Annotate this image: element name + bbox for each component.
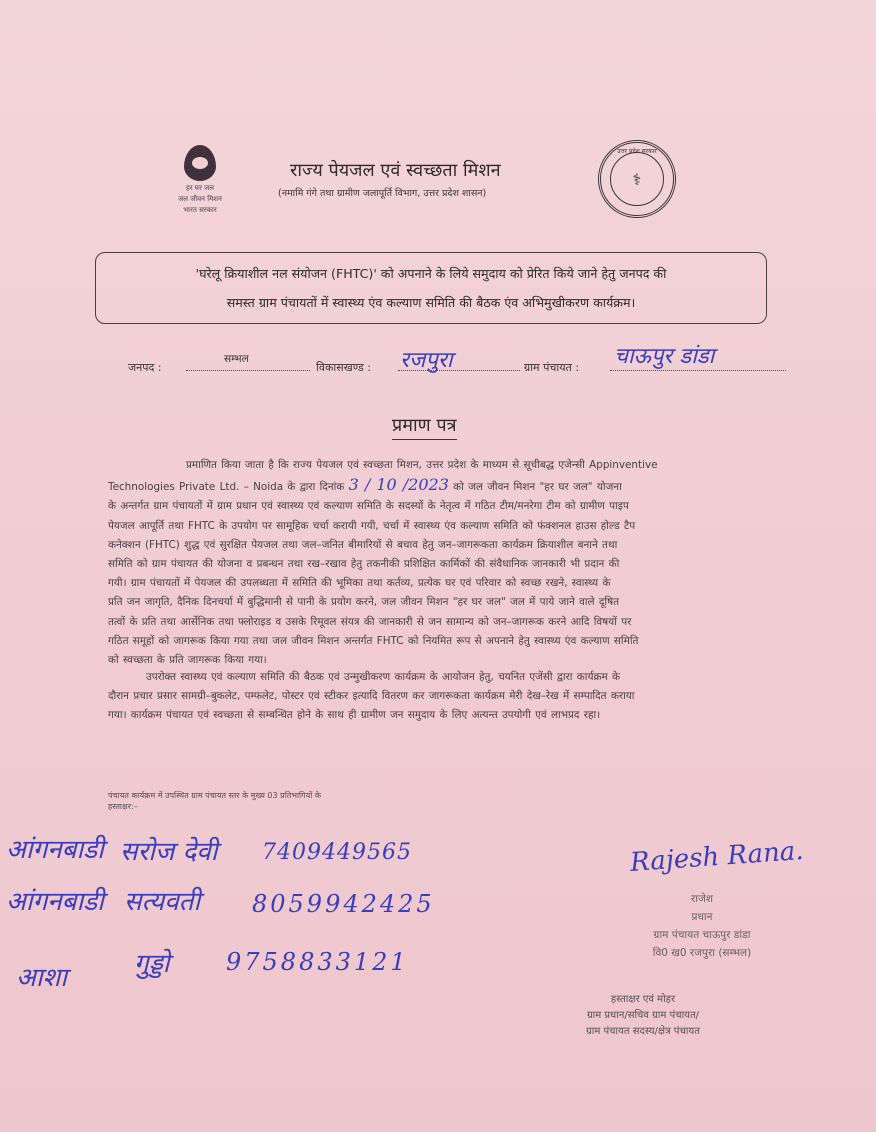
handwritten-date: 3 / 10 /2023 bbox=[348, 475, 449, 495]
district-label: जनपद : bbox=[128, 361, 162, 374]
participant-2-phone: 8059942425 bbox=[252, 890, 435, 918]
attendance-note-line-1: पंचायत कार्यक्रम में उपस्थित ग्राम पंचायत स्तर के मुख्य 03 प्रतिभागियों के bbox=[108, 791, 322, 800]
stamp-line-4: वि0 ख0 रजपुरा (सम्भल) bbox=[652, 947, 752, 959]
program-heading-line-2: समस्त ग्राम पंचायतों में स्वास्थ्य एंव कल्याण समिति की बैठक एंव अभिमुखीकरण कार्यक्रम। bbox=[226, 295, 636, 310]
certificate-paragraph-2 bbox=[108, 668, 786, 726]
certificate-paragraph-1 bbox=[108, 456, 786, 670]
pradhan-signature: Rajesh Rana. bbox=[629, 835, 805, 879]
participant-2-name: सत्यवती bbox=[124, 887, 201, 917]
participant-3-role: आशा bbox=[16, 963, 67, 993]
para1-line-9: तत्वों के प्रति तथा आर्सेनिक तथा फ्लोराइड व उसके रिमूवल संयत्र की जानकारी से जन सामान्य को जन–जागरूक करने आदि विषयों पर bbox=[108, 615, 632, 628]
para2-line-3: गया। कार्यक्रम पंचायत एवं स्वच्छता से सम्बन्धित होने के साथ ही ग्रामीण जन समुदाय के लिए अत्यन्त उपयोगी एवं लाभप्रद रहा। bbox=[108, 709, 601, 722]
program-heading-line-1: 'घरेलू क्रियाशील नल संयोजन (FHTC)' को अपनाने के लिये समुदाय को प्रेरित किये जाने हेतु जनपद की bbox=[195, 266, 667, 281]
jal-jeevan-mission-logo bbox=[160, 145, 240, 215]
stamp-line-1: राजेश bbox=[691, 893, 713, 905]
para1-line-10: गठित समूहों को जागरूक किया गया तथा जल जीवन मिशन अन्तर्गत FHTC को नियमित रूप से अपनाने हेतु स्वास्थ्य एंव कल्याण समिति bbox=[108, 634, 639, 647]
stamp-line-3: ग्राम पंचायत चाऊपुर डांडा bbox=[653, 929, 751, 941]
para1-line-2-end: को जल जीवन मिशन "हर घर जल" योजना bbox=[448, 481, 622, 494]
participant-3-phone: 9758833121 bbox=[226, 948, 409, 976]
block-value: रजपुरा bbox=[400, 348, 453, 373]
seal-caption: उत्तर प्रदेश सरकार bbox=[617, 148, 657, 155]
panchayat-value: चाऊपुर डांडा bbox=[614, 344, 715, 369]
logo-caption-3: भारत सरकार bbox=[183, 206, 217, 214]
mission-title: राज्य पेयजल एवं स्वच्छता मिशन bbox=[290, 160, 501, 181]
participant-1-role: आंगनबाडी bbox=[6, 835, 104, 865]
para1-line-3: के अन्तर्गत ग्राम पंचायतों में ग्राम प्रधान एवं स्वास्थ्य एवं कल्याण समिति के सदस्यों के नेतृत्व में गठित टीम/मनरेगा टीम को ग्रामीण पाइप bbox=[108, 500, 629, 513]
para1-line-6: समिति को ग्राम पंचायत की योजना व प्रबन्धन तथा रख–रखाव हेतु तकनीकी प्रशिक्षित कार्मिकों की संवैधानिक जानकारी भी प्रदान की bbox=[108, 558, 620, 571]
para1-line-5: कनेक्शन (FHTC) शुद्ध एवं सुरक्षित पेयजल तथा जल–जनित बीमारियों से बचाव हेतु जन–जागरूकता कार्यक्रम क्रियाशील बनाने तथा bbox=[108, 538, 618, 551]
para1-line-1: प्रमाणित किया जाता है कि राज्य पेयजल एवं स्वच्छता मिशन, उत्तर प्रदेश के माध्यम से सूचीबद्ध एजेन्सी Appinventive bbox=[186, 459, 658, 471]
para2-line-1: उपरोक्त स्वास्थ्य एवं कल्याण समिति की बैठक एवं उन्मुखीकरण कार्यक्रम के आयोजन हेतु, चयनित एजेंसी द्वारा कार्यक्रम के bbox=[146, 671, 620, 683]
logo-caption-1: हर घर जल bbox=[186, 184, 214, 192]
para2-line-2: दौरान प्रचार प्रसार सामग्री–बुकलेट, पम्फलेट, पोस्टर एवं स्टीकर इत्यादि वितरण कर जागरूकता कार्यक्रम मेरी देख–रेख में सम्पादित कराया bbox=[108, 690, 635, 703]
up-government-seal bbox=[598, 140, 676, 218]
district-value: सम्भल bbox=[224, 353, 249, 365]
sign-block bbox=[548, 992, 738, 1040]
para1-line-2 bbox=[108, 475, 786, 497]
participant-2-role: आंगनबाडी bbox=[6, 887, 104, 917]
block-label: विकासखण्ड : bbox=[316, 361, 372, 374]
program-heading-box bbox=[95, 252, 767, 324]
para1-line-4: पेयजल आपूर्ति तथा FHTC के उपयोग पर सामूहिक चर्चा करायी गयी, चर्चा में स्वास्थ्य एंव कल्याण समिति को फंक्शनल हाउस होल्ड टैप bbox=[108, 519, 636, 532]
participant-3-name: गुड्डो bbox=[134, 949, 170, 979]
para1-line-8: प्रति जन जागृति, दैनिक दिनचर्या में बुद्धिमानी से पानी के प्रयोग करने, जल जीवन मिशन "हर घर जल" जल में पाये जाने वाले दूषित bbox=[108, 596, 620, 609]
fish-emblem-icon: ⚕ bbox=[610, 152, 664, 206]
attendance-note-line-2: हस्ताक्षर:– bbox=[108, 802, 138, 811]
sign-block-line-2: ग्राम प्रधान/सचिव ग्राम पंचायत/ bbox=[586, 1010, 700, 1021]
water-drop-icon bbox=[184, 145, 216, 181]
participant-1-name: सरोज देवी bbox=[120, 837, 218, 867]
para1-line-11: को स्वच्छता के प्रति जागरूक किया गया। bbox=[108, 654, 267, 667]
participant-1-phone: 7409449565 bbox=[262, 840, 412, 865]
attendance-note bbox=[108, 790, 488, 812]
para1-line-2-start: Technologies Private Ltd. – Noida के द्वारा दिनांक bbox=[108, 481, 349, 494]
sign-block-line-3: ग्राम पंचायत सदस्य/क्षेत्र पंचायत bbox=[586, 1026, 700, 1037]
logo-caption-2: जल जीवन मिशन bbox=[178, 195, 222, 203]
pradhan-stamp bbox=[612, 890, 792, 976]
stamp-line-2: प्रधान bbox=[691, 911, 713, 923]
panchayat-label: ग्राम पंचायत : bbox=[524, 361, 580, 374]
sign-block-line-1: हस्ताक्षर एवं मोहर bbox=[610, 994, 676, 1005]
mission-subtitle: (नमामि गंगे तथा ग्रामीण जलापूर्ति विभाग, उत्तर प्रदेश शासन) bbox=[278, 188, 487, 199]
certificate-title: प्रमाण पत्र bbox=[392, 413, 457, 440]
para1-line-7: गयी। ग्राम पंचायतों में पेयजल की उपलब्धता में समिति की भूमिका तथा कर्तव्य, प्रत्येक घर एवं परिवार को स्वच्छ रखने, स्वास्थ्य के bbox=[108, 577, 611, 590]
